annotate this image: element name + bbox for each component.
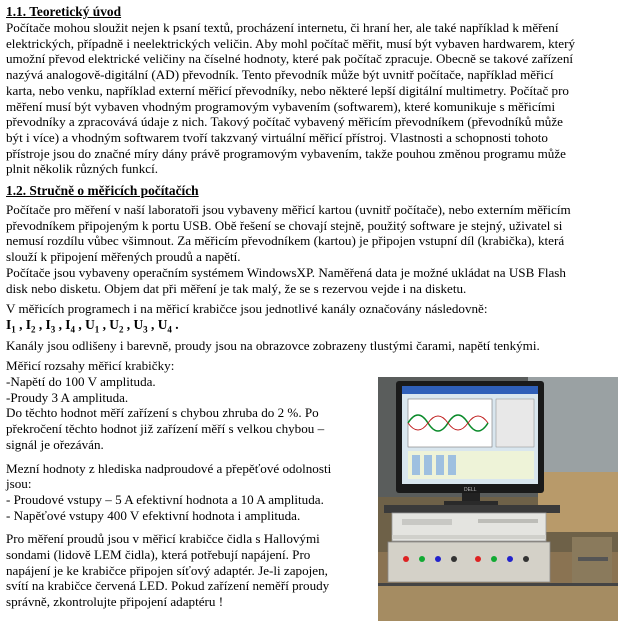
channel-label: $U_1$ bbox=[85, 316, 100, 335]
section-heading-1: 1.1. Teoretický úvod bbox=[6, 4, 122, 19]
text-line: svítí na krabičce červená LED. Pokud zařízení neměří proudy bbox=[6, 578, 330, 594]
section-2-body bbox=[6, 202, 616, 296]
text-line: převodníkem připojeným k portu USB. Obě řešení se chovají stejně, použitý software je stejný, uživatel si bbox=[6, 217, 563, 233]
text-line: umožní převod elektrické veličiny na číselné hodnoty, které pak počítač zpracuje. Obecně se takové zařízení bbox=[6, 51, 574, 67]
channel-label: $U_4$ bbox=[157, 316, 172, 335]
text-line: karta, nebo venku, například externí měřicí převodníky, nebo některé lepší digitální multimetry. Počítač pro bbox=[6, 82, 569, 98]
channels-note: Kanály jsou odlišeny i barevně, proudy jsou na obrazovce zobrazeny tlustými čarami, napětí tenkými. bbox=[6, 337, 540, 353]
text-line: Do těchto hodnot měří zařízení s chybou zhruba do 2 %. Po bbox=[6, 405, 319, 421]
channel-label: $U_2$ bbox=[109, 316, 124, 335]
channel-label: $I_3$ bbox=[45, 316, 56, 335]
text-line: překročení těchto hodnot již zařízení měří s velkou chybou – bbox=[6, 421, 325, 437]
text-line: nazývá analogově-digitální (AD) převodník. Tento převodník může být uvnitř počítače, například měřicí bbox=[6, 67, 554, 83]
text-line: nemusí rozdílu vůbec všimnout. Za měřicím převodníkem (kartou) je připojen vstupní díl (krabička), která bbox=[6, 233, 565, 249]
channels-intro: V měřicích programech i na měřicí krabičce jsou jednotlivé kanály označovány následovně: bbox=[6, 301, 488, 317]
text-line: signál je ořezáván. bbox=[6, 436, 104, 452]
channel-label: $I_4$ bbox=[65, 316, 76, 335]
text-line: jsou: bbox=[6, 476, 32, 492]
text-line: Počítače jsou vybaveny operačním systémem WindowsXP. Naměřená data je možné ukládat na USB Flash bbox=[6, 264, 566, 280]
range-item: -Proudy 3 A amplituda. bbox=[6, 389, 129, 405]
text-line: přístroje jsou do značné míry dány právě programovým vybavením, takže pouhou změnou programu může bbox=[6, 145, 566, 161]
text-line: slouží k připojení měřených proudů a napětí. bbox=[6, 249, 241, 265]
section-heading-2: 1.2. Stručně o měřicích počítačích bbox=[6, 183, 199, 199]
text-line: Počítače pro měření v naší laboratoři jsou vybaveny měřicí kartou (uvnitř počítače), nebo externím měřicím bbox=[6, 202, 571, 218]
text-line: být i více) a vhodným softwarem tvoří takzvaný virtuální měřicí přístroj. Vlastnosti a schopnosti tohoto bbox=[6, 129, 548, 145]
text-line: Pro měření proudů jsou v měřicí krabičce čidla s Hallovými bbox=[6, 531, 320, 547]
channel-end: . bbox=[175, 316, 179, 332]
channel-label: $U_3$ bbox=[133, 316, 148, 335]
channel-label: $I_1$ bbox=[6, 316, 16, 335]
text-line: elektrických, případně i neelektrických veličin. Aby mohl počítač měřit, musí být vybaven hardwarem, který bbox=[6, 35, 576, 51]
text-line: převodníky a zpracovává údaje z nich. Takový počítač vybavený měřicím převodníkem (převodníků může bbox=[6, 114, 563, 130]
text-line: napájení je ke krabičce připojen síťový adaptér. Je-li zapojen, bbox=[6, 562, 328, 578]
text-line: plnit několik různých funkcí. bbox=[6, 161, 158, 177]
computer-photo bbox=[378, 377, 618, 621]
text-line: disk nebo disketu. Objem dat při měření je tak malý, že se s rezervou vejde i na disketu. bbox=[6, 280, 467, 296]
text-line: správně, zkontrolujte připojení adaptéru ! bbox=[6, 594, 224, 610]
text-line: Počítače mohou sloužit nejen k psaní textů, procházení internetu, či hraní her, ale také například k měření bbox=[6, 20, 559, 35]
left-column bbox=[6, 358, 376, 610]
channel-label: $I_2$ bbox=[25, 316, 36, 335]
range-item: -Napětí do 100 V amplituda. bbox=[6, 374, 156, 390]
section-1-body bbox=[6, 20, 616, 177]
text-line: sondami (lidově LEM čidla), která potřebují napájení. Pro bbox=[6, 547, 311, 563]
monitor-brand: DELL bbox=[464, 487, 477, 493]
text-line: - Proudové vstupy – 5 A efektivní hodnota a 10 A amplituda. bbox=[6, 491, 324, 507]
text-line: Mezní hodnoty z hlediska nadproudové a přepěťové odolnosti bbox=[6, 460, 332, 476]
text-line: - Napěťové vstupy 400 V efektivní hodnota i amplituda. bbox=[6, 507, 301, 523]
ranges-title: Měřicí rozsahy měřicí krabičky: bbox=[6, 358, 175, 374]
channel-list: $I_1$ , $I_2$ , $I_3$ , $I_4$ , $U_1$ , $U_2$ , $U_3$ , $U_4$ . bbox=[6, 316, 179, 335]
text-line: měření musí být vybaven vhodným programovým vybavením (softwarem), které komunikuje s měřicími bbox=[6, 98, 556, 114]
